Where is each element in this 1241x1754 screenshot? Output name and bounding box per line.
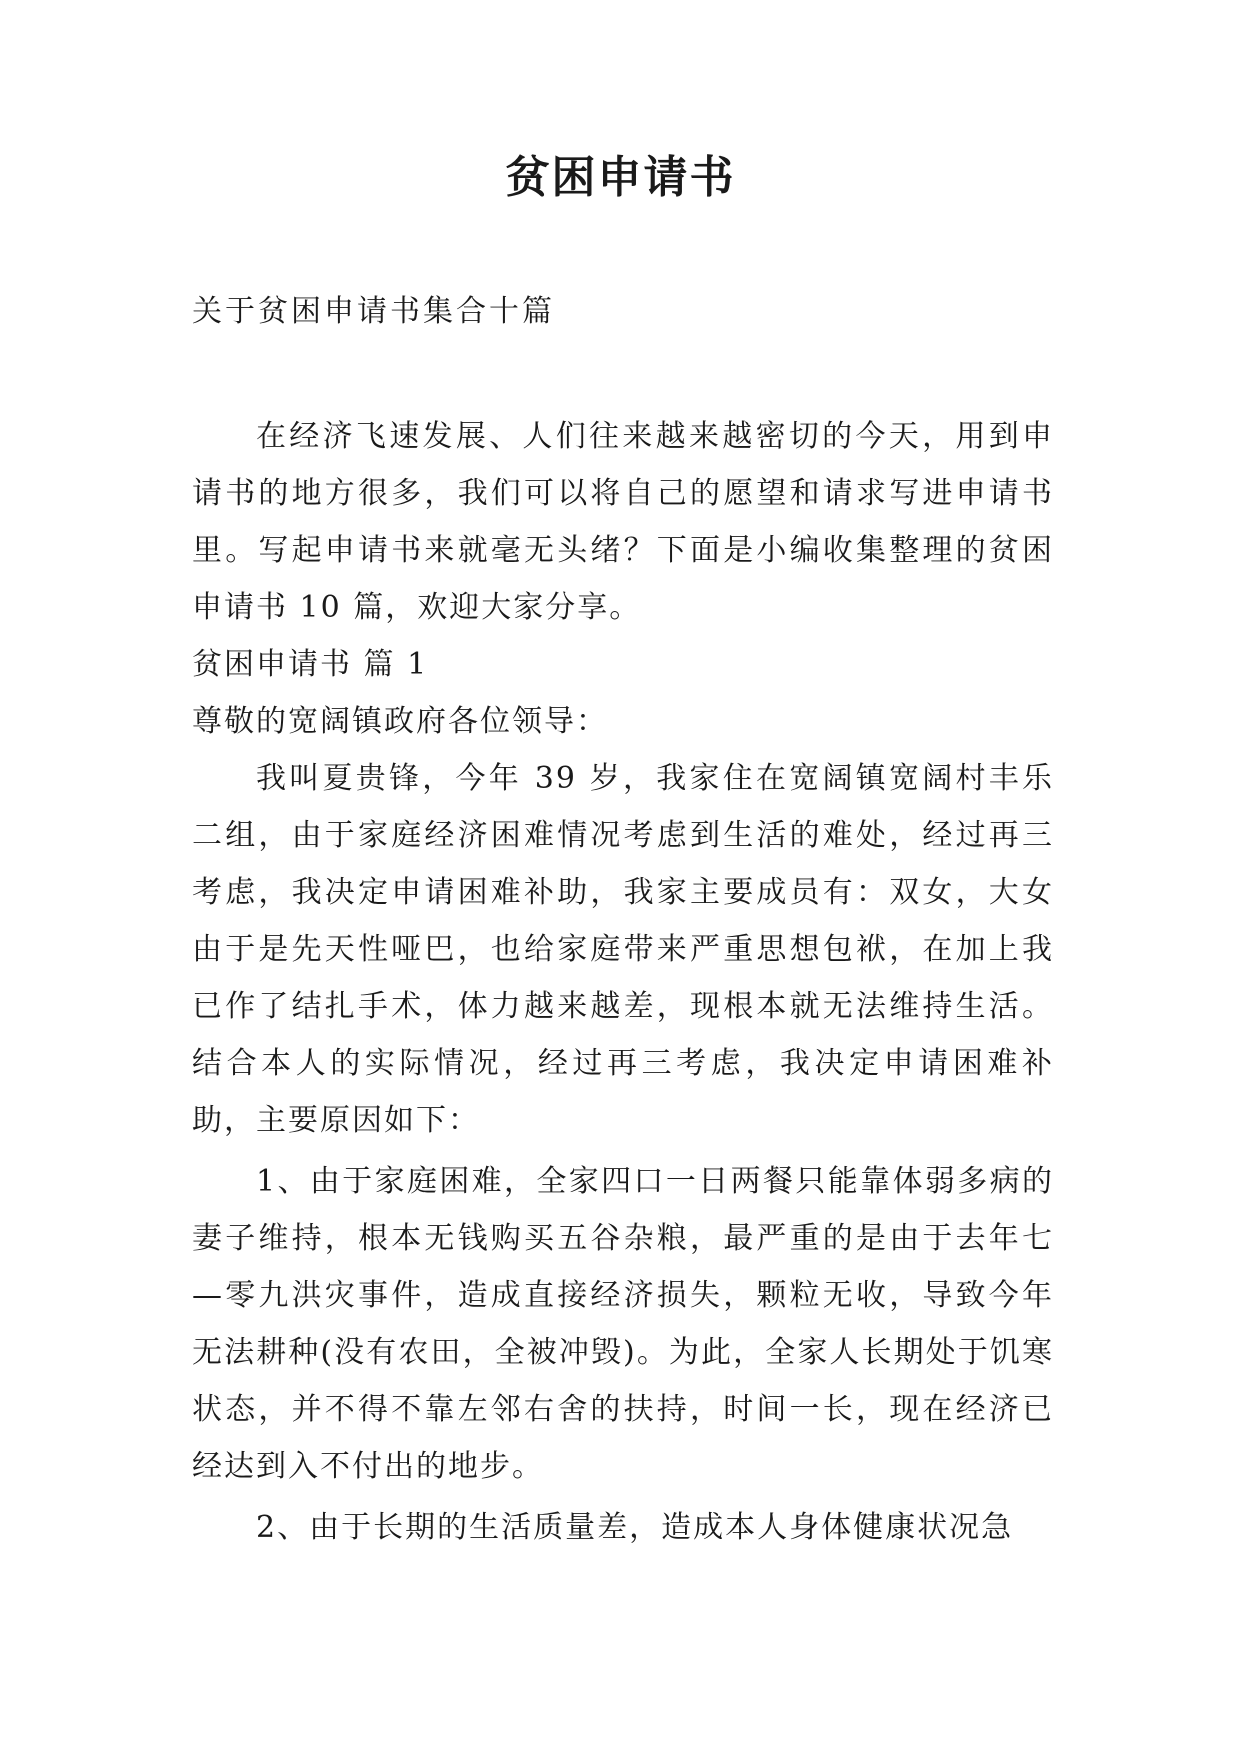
salutation: 尊敬的宽阔镇政府各位领导：: [192, 704, 608, 739]
body-paragraph: 我叫夏贵锋，今年 39 岁，我家住在宽阔镇宽阔村丰乐二组，由于家庭经济困难情况考虑到生活的难处，经过再三考虑，我决定申请困难补助，我家主要成员有：双女，大女由于是先天性哑巴，也给家庭带来严重思想包袱，在加上我已作了结扎手术，体力越来越差，现根本就无法维持生活。结合本人的实际情况，经过再三考虑，我决定申请困难补助，主要原因如下：: [192, 761, 1054, 1138]
document-title: 贫困申请书: [505, 152, 736, 203]
section-heading: 贫困申请书 篇 1: [192, 647, 429, 682]
document-body: [192, 408, 1054, 1556]
document-subtitle: 关于贫困申请书集合十篇: [192, 294, 555, 329]
intro-paragraph: 在经济飞速发展、人们往来越来越密切的今天，用到申请书的地方很多，我们可以将自己的愿望和请求写进申请书里。写起申请书来就毫无头绪？下面是小编收集整理的贫困申请书 10 篇，欢迎大家分享。: [192, 419, 1054, 625]
reason-paragraph-2: 2、由于长期的生活质量差，造成本人身体健康状况急: [256, 1510, 1014, 1545]
reason-paragraph-1: 1、由于家庭困难，全家四口一日两餐只能靠体弱多病的妻子维持，根本无钱购买五谷杂粮，最严重的是由于去年七—零九洪灾事件，造成直接经济损失，颗粒无收，导致今年无法耕种(没有农田，全被冲毁)。为此，全家人长期处于饥寒状态，并不得不靠左邻右舍的扶持，时间一长，现在经济已经达到入不付出的地步。: [192, 1164, 1054, 1484]
